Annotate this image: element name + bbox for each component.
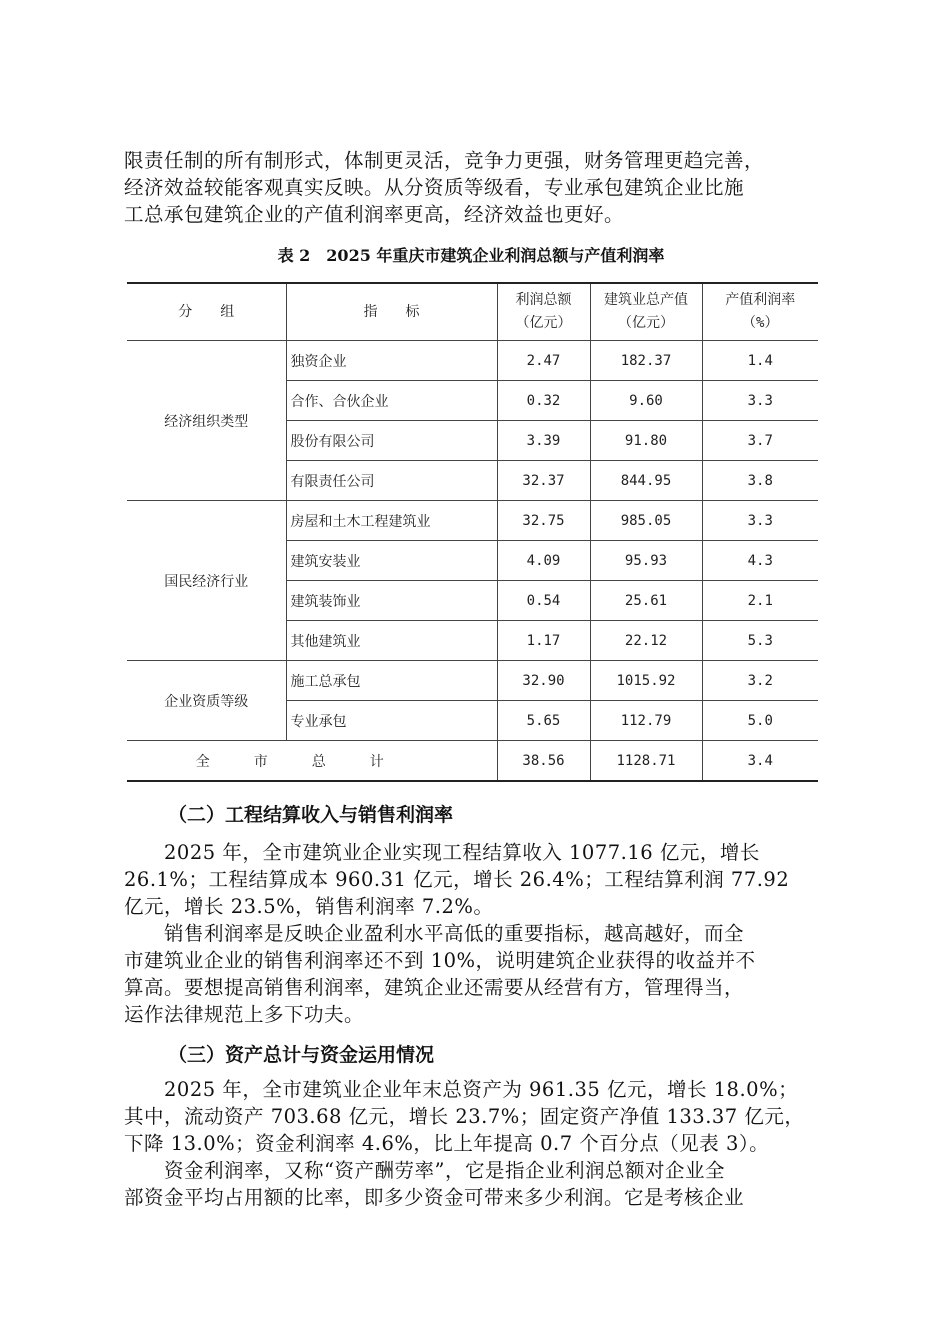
rate-cell: 4.3 xyxy=(702,541,818,581)
header-profit-label: 利润总额 xyxy=(515,292,572,308)
rate-cell: 5.3 xyxy=(702,621,818,661)
text-line: 其中，流动资产 703.68 亿元，增长 23.7%；固定资产净值 133.37 亿元， xyxy=(124,1105,805,1128)
profit-cell: 0.54 xyxy=(497,581,590,621)
section2-paragraph-2 xyxy=(124,920,830,1028)
indicator-cell: 独资企业 xyxy=(286,341,497,381)
indicator-cell: 专业承包 xyxy=(286,701,497,741)
rate-cell: 3.3 xyxy=(702,501,818,541)
rate-cell: 2.1 xyxy=(702,581,818,621)
text-line: 运作法律规范上多下功夫。 xyxy=(124,1003,365,1026)
indicator-cell: 有限责任公司 xyxy=(286,461,497,501)
table-row xyxy=(127,501,818,541)
header-profit xyxy=(497,283,590,341)
section3-paragraph-2 xyxy=(124,1157,830,1211)
rate-cell: 3.2 xyxy=(702,661,818,701)
indicator-cell: 房屋和土木工程建筑业 xyxy=(286,501,497,541)
text-line: 亿元，增长 23.5%，销售利润率 7.2%。 xyxy=(124,895,494,918)
indicator-cell: 施工总承包 xyxy=(286,661,497,701)
header-rate-label: 产值利润率 xyxy=(725,292,796,308)
table-header-row xyxy=(127,283,818,341)
total-output: 1128.71 xyxy=(590,741,702,782)
header-group: 分 组 xyxy=(127,283,286,341)
text-line: 部资金平均占用额的比率，即多少资金可带来多少利润。它是考核企业 xyxy=(124,1186,745,1209)
profit-cell: 2.47 xyxy=(497,341,590,381)
header-indicator: 指 标 xyxy=(286,283,497,341)
profit-cell: 5.65 xyxy=(497,701,590,741)
rate-cell: 1.4 xyxy=(702,341,818,381)
total-rate: 3.4 xyxy=(702,741,818,782)
rate-cell: 3.3 xyxy=(702,381,818,421)
text-line: 销售利润率是反映企业盈利水平高低的重要指标，越高越好，而全 xyxy=(124,922,745,945)
profit-table xyxy=(127,282,818,782)
header-output xyxy=(590,283,702,341)
output-cell: 112.79 xyxy=(590,701,702,741)
group-name: 企业资质等级 xyxy=(127,661,286,741)
profit-cell: 4.09 xyxy=(497,541,590,581)
header-profit-unit: （亿元） xyxy=(515,315,572,331)
text-line: 算高。要想提高销售利润率，建筑企业还需要从经营有方，管理得当， xyxy=(124,976,745,999)
text-line: 经济效益较能客观真实反映。从分资质等级看，专业承包建筑企业比施 xyxy=(124,176,745,199)
profit-cell: 32.37 xyxy=(497,461,590,501)
indicator-cell: 建筑装饰业 xyxy=(286,581,497,621)
header-rate xyxy=(702,283,818,341)
section3-paragraph-1 xyxy=(124,1076,830,1157)
profit-cell: 32.75 xyxy=(497,501,590,541)
output-cell: 182.37 xyxy=(590,341,702,381)
text-line: 2025 年，全市建筑业企业年末总资产为 961.35 亿元，增长 18.0%； xyxy=(124,1078,799,1101)
output-cell: 844.95 xyxy=(590,461,702,501)
profit-cell: 32.90 xyxy=(497,661,590,701)
output-cell: 95.93 xyxy=(590,541,702,581)
header-output-label: 建筑业总产值 xyxy=(604,292,688,308)
total-label: 全市总计 xyxy=(127,741,497,782)
group-name: 国民经济行业 xyxy=(127,501,286,661)
table-row xyxy=(127,661,818,701)
rate-cell: 3.8 xyxy=(702,461,818,501)
indicator-cell: 其他建筑业 xyxy=(286,621,497,661)
text-line: 工总承包建筑企业的产值利润率更高，经济效益也更好。 xyxy=(124,203,625,226)
section2-paragraph-1 xyxy=(124,839,830,920)
text-line: 市建筑业企业的销售利润率还不到 10%，说明建筑企业获得的收益并不 xyxy=(124,949,756,972)
indicator-cell: 股份有限公司 xyxy=(286,421,497,461)
table-total-row xyxy=(127,741,818,782)
text-line: 下降 13.0%；资金利润率 4.6%，比上年提高 0.7 个百分点（见表 3）。 xyxy=(124,1132,770,1155)
profit-cell: 1.17 xyxy=(497,621,590,661)
intro-paragraph xyxy=(124,147,830,228)
output-cell: 9.60 xyxy=(590,381,702,421)
output-cell: 1015.92 xyxy=(590,661,702,701)
profit-cell: 3.39 xyxy=(497,421,590,461)
section-heading: （三）资产总计与资金运用情况 xyxy=(168,1044,435,1066)
output-cell: 22.12 xyxy=(590,621,702,661)
text-line: 26.1%；工程结算成本 960.31 亿元，增长 26.4%；工程结算利润 77.92 xyxy=(124,868,790,891)
rate-cell: 5.0 xyxy=(702,701,818,741)
indicator-cell: 合作、合伙企业 xyxy=(286,381,497,421)
text-line: 限责任制的所有制形式，体制更灵活，竞争力更强，财务管理更趋完善， xyxy=(124,149,765,172)
rate-cell: 3.7 xyxy=(702,421,818,461)
profit-cell: 0.32 xyxy=(497,381,590,421)
output-cell: 91.80 xyxy=(590,421,702,461)
text-line: 资金利润率，又称“资产酬劳率”，它是指企业利润总额对企业全 xyxy=(124,1159,725,1182)
header-output-unit: （亿元） xyxy=(618,315,674,331)
section-heading: （二）工程结算收入与销售利润率 xyxy=(168,804,454,826)
table-caption: 表 2 2025 年重庆市建筑企业利润总额与产值利润率 xyxy=(277,246,665,265)
table-row xyxy=(127,341,818,381)
output-cell: 985.05 xyxy=(590,501,702,541)
indicator-cell: 建筑安装业 xyxy=(286,541,497,581)
header-rate-unit: （%） xyxy=(742,315,779,331)
group-name: 经济组织类型 xyxy=(127,341,286,501)
total-profit: 38.56 xyxy=(497,741,590,782)
output-cell: 25.61 xyxy=(590,581,702,621)
text-line: 2025 年，全市建筑业企业实现工程结算收入 1077.16 亿元，增长 xyxy=(124,841,760,864)
